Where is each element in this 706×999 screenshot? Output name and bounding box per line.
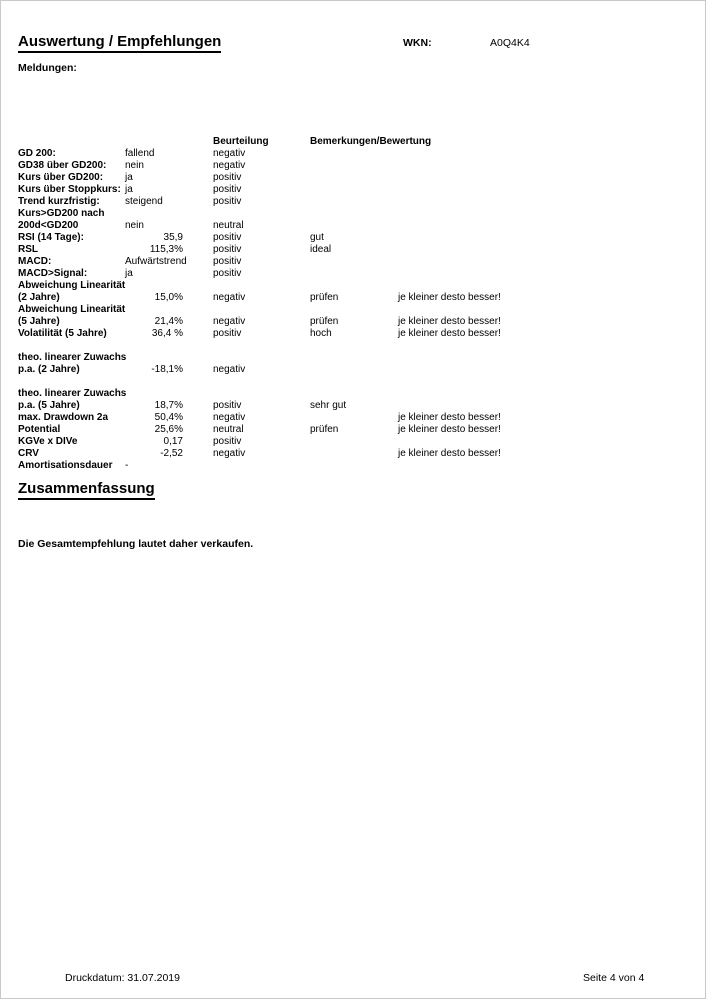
table-row	[18, 436, 690, 448]
row-label: CRV	[18, 448, 39, 459]
row-beurteilung: positiv	[213, 232, 242, 243]
row-beurteilung: negativ	[213, 316, 246, 327]
row-value: ja	[125, 172, 133, 183]
row-value: 15,0%	[154, 292, 183, 303]
summary-text: Die Gesamtempfehlung lautet daher verkaufen.	[18, 538, 254, 550]
table-row	[18, 316, 690, 328]
table-row	[18, 196, 690, 208]
row-beurteilung: negativ	[213, 412, 246, 423]
row-label: Volatilität (5 Jahre)	[18, 328, 107, 339]
row-bemerkung: prüfen	[310, 316, 339, 327]
row-beurteilung: positiv	[213, 268, 242, 279]
row-beurteilung: positiv	[213, 436, 242, 447]
table-row	[18, 352, 690, 364]
row-value: -18,1%	[151, 364, 183, 375]
table-row	[18, 268, 690, 280]
row-label: Amortisationsdauer	[18, 460, 113, 471]
table-row	[18, 256, 690, 268]
row-beurteilung: negativ	[213, 160, 246, 171]
row-value: 21,4%	[154, 316, 183, 327]
wkn-value: A0Q4K4	[490, 37, 530, 49]
table-row	[18, 364, 690, 376]
row-beurteilung: negativ	[213, 364, 246, 375]
row-label: Abweichung Linearität	[18, 304, 126, 315]
wkn-label: WKN:	[403, 37, 432, 49]
row-beurteilung: positiv	[213, 172, 242, 183]
table-row	[18, 340, 690, 352]
table-row	[18, 424, 690, 436]
row-value: 35,9	[163, 232, 183, 243]
row-bemerkung: ideal	[310, 244, 332, 255]
row-beurteilung: negativ	[213, 148, 246, 159]
row-bemerkung: hoch	[310, 328, 332, 339]
row-label: RSL	[18, 244, 38, 255]
evaluation-table	[18, 136, 690, 472]
row-label: KGVe x DIVe	[18, 436, 78, 447]
row-label: Abweichung Linearität	[18, 280, 126, 291]
row-beurteilung: neutral	[213, 424, 244, 435]
row-note: je kleiner desto besser!	[398, 328, 501, 339]
row-label: Trend kurzfristig:	[18, 196, 100, 207]
table-row	[18, 244, 690, 256]
row-bemerkung: gut	[310, 232, 324, 243]
row-label: Kurs über GD200:	[18, 172, 104, 183]
row-label: theo. linearer Zuwachs	[18, 352, 127, 363]
table-row	[18, 304, 690, 316]
row-label: (5 Jahre)	[18, 316, 60, 327]
summary-heading: Zusammenfassung	[18, 480, 155, 500]
row-label: GD 200:	[18, 148, 56, 159]
footer-print-date: Druckdatum: 31.07.2019	[65, 972, 180, 984]
row-note: je kleiner desto besser!	[398, 292, 501, 303]
row-value: 36,4 %	[151, 328, 183, 339]
row-note: je kleiner desto besser!	[398, 424, 501, 435]
row-bemerkung: prüfen	[310, 424, 339, 435]
row-value: nein	[125, 220, 144, 231]
table-header-row	[18, 136, 690, 148]
row-label: (2 Jahre)	[18, 292, 60, 303]
row-beurteilung: positiv	[213, 184, 242, 195]
row-label: theo. linearer Zuwachs	[18, 388, 127, 399]
row-bemerkung: prüfen	[310, 292, 339, 303]
row-value: 50,4%	[154, 412, 183, 423]
table-row	[18, 412, 690, 424]
table-row	[18, 292, 690, 304]
row-label: p.a. (2 Jahre)	[18, 364, 80, 375]
table-row	[18, 460, 690, 472]
beurteilung-column-header: Beurteilung	[213, 136, 269, 147]
row-value: ja	[125, 184, 133, 195]
bemerkungen-column-header: Bemerkungen/Bewertung	[310, 136, 432, 147]
row-value: steigend	[125, 196, 163, 207]
table-row	[18, 148, 690, 160]
row-value: 25,6%	[154, 424, 183, 435]
table-row	[18, 400, 690, 412]
page-title: Auswertung / Empfehlungen	[18, 33, 221, 53]
row-label: Potential	[18, 424, 61, 435]
row-label: MACD>Signal:	[18, 268, 88, 279]
row-beurteilung: positiv	[213, 196, 242, 207]
row-beurteilung: positiv	[213, 400, 242, 411]
row-label: 200d<GD200	[18, 220, 79, 231]
row-label: max. Drawdown 2a	[18, 412, 109, 423]
meldungen-label: Meldungen:	[18, 62, 77, 74]
table-row	[18, 160, 690, 172]
table-row	[18, 376, 690, 388]
row-beurteilung: neutral	[213, 220, 244, 231]
row-beurteilung: positiv	[213, 256, 242, 267]
table-row	[18, 448, 690, 460]
row-beurteilung: positiv	[213, 328, 242, 339]
row-beurteilung: negativ	[213, 292, 246, 303]
row-label: p.a. (5 Jahre)	[18, 400, 80, 411]
row-value: Aufwärtstrend	[125, 256, 187, 267]
row-value: 0,17	[163, 436, 183, 447]
row-value: nein	[125, 160, 144, 171]
table-row	[18, 208, 690, 220]
table-row	[18, 328, 690, 340]
row-note: je kleiner desto besser!	[398, 448, 501, 459]
row-beurteilung: positiv	[213, 244, 242, 255]
table-row	[18, 220, 690, 232]
row-value: -2,52	[160, 448, 183, 459]
row-value: ja	[125, 268, 133, 279]
row-label: GD38 über GD200:	[18, 160, 107, 171]
row-label: Kurs über Stoppkurs:	[18, 184, 121, 195]
table-row	[18, 280, 690, 292]
table-row	[18, 184, 690, 196]
row-note: je kleiner desto besser!	[398, 316, 501, 327]
row-label: RSI (14 Tage):	[18, 232, 84, 243]
row-label: Kurs>GD200 nach	[18, 208, 105, 219]
row-value: 115,3%	[149, 244, 183, 255]
table-row	[18, 172, 690, 184]
row-bemerkung: sehr gut	[310, 400, 347, 411]
row-value: fallend	[125, 148, 155, 159]
table-row	[18, 232, 690, 244]
table-row	[18, 388, 690, 400]
footer-page-number: Seite 4 von 4	[583, 972, 645, 984]
row-value: 18,7%	[154, 400, 183, 411]
row-note: je kleiner desto besser!	[398, 412, 501, 423]
row-beurteilung: negativ	[213, 448, 246, 459]
row-label: MACD:	[18, 256, 52, 267]
row-value: -	[125, 460, 129, 471]
